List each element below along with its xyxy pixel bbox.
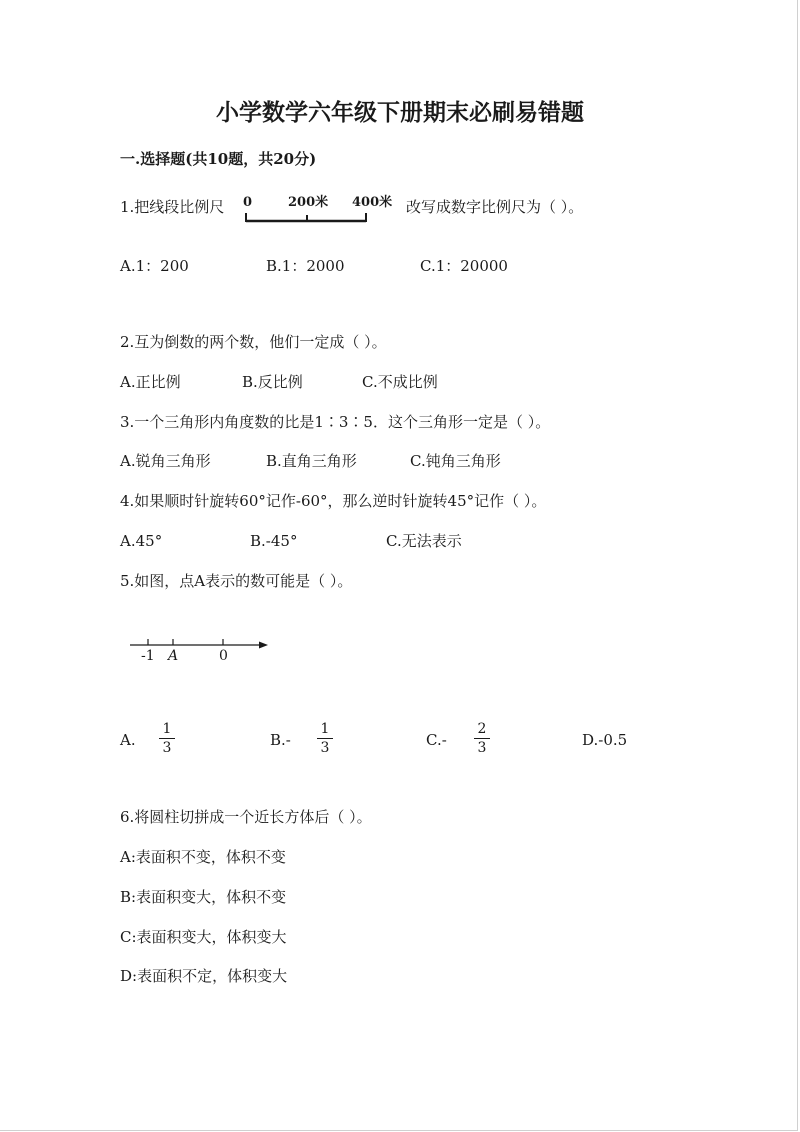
number-line-label-minus-one: -1 (141, 648, 155, 664)
fraction-denominator: 3 (320, 740, 330, 756)
q4-option-a: A.45° (120, 532, 163, 550)
scale-label-400: 400米 (352, 195, 393, 210)
q2-text: 2.互为倒数的两个数，他们一定成（ ）。 (120, 333, 387, 351)
number-line-label-zero: 0 (219, 648, 228, 664)
page-title: 小学数学六年级下册期末必刷易错题 (216, 99, 584, 126)
fraction-numerator: 2 (477, 721, 487, 737)
q3-option-c: C.钝角三角形 (410, 452, 501, 470)
q1-option-b: B.1：2000 (266, 257, 345, 275)
q6-option-a: A:表面积不变，体积不变 (120, 848, 286, 866)
fraction-denominator: 3 (477, 740, 487, 756)
fraction-bar (317, 738, 333, 739)
fraction-bar (474, 738, 490, 739)
scale-label-200: 200米 (288, 195, 329, 210)
fraction-numerator: 1 (320, 721, 330, 737)
fraction-denominator: 3 (162, 740, 172, 756)
q5-option-b-fraction (317, 721, 333, 756)
q6-option-c: C:表面积变大，体积变大 (120, 928, 287, 946)
scale-bar-graphic (244, 210, 368, 224)
q6-option-b: B:表面积变大，体积不变 (120, 888, 287, 906)
q1-option-c: C.1：20000 (420, 257, 508, 275)
q1-text-before: 1.把线段比例尺 (120, 198, 225, 216)
q4-text: 4.如果顺时针旋转60°记作-60°，那么逆时针旋转45°记作（ ）。 (120, 492, 547, 510)
q2-option-b: B.反比例 (242, 373, 303, 391)
q2-option-a: A.正比例 (120, 373, 181, 391)
q5-option-b-prefix: B.- (270, 731, 291, 749)
q1-text-after: 改写成数字比例尺为（ ）。 (406, 198, 584, 216)
q3-option-a: A.锐角三角形 (120, 452, 211, 470)
number-line-label-a: A (168, 648, 179, 664)
fraction-bar (159, 738, 175, 739)
q3-option-b: B.直角三角形 (266, 452, 357, 470)
q5-option-d: D.-0.5 (582, 731, 628, 749)
q6-text: 6.将圆柱切拼成一个近长方体后（ ）。 (120, 808, 372, 826)
q5-option-a-prefix: A. (120, 731, 136, 749)
q2-option-c: C.不成比例 (362, 373, 438, 391)
q1-option-a: A.1：200 (120, 257, 189, 275)
q6-option-d: D:表面积不定，体积变大 (120, 967, 288, 985)
q4-option-b: B.-45° (250, 532, 298, 550)
q5-option-c-fraction (474, 721, 490, 756)
q3-text: 3.一个三角形内角度数的比是1∶3∶5．这个三角形一定是（ ）。 (120, 413, 551, 431)
q4-option-c: C.无法表示 (386, 532, 462, 550)
scale-label-0: 0 (243, 195, 253, 210)
q5-option-c-prefix: C.- (426, 731, 447, 749)
q5-text: 5.如图，点A表示的数可能是（ ）。 (120, 572, 353, 590)
q5-option-a-fraction (159, 721, 175, 756)
section-heading: 一.选择题(共10题，共20分) (120, 150, 317, 168)
fraction-numerator: 1 (162, 721, 172, 737)
